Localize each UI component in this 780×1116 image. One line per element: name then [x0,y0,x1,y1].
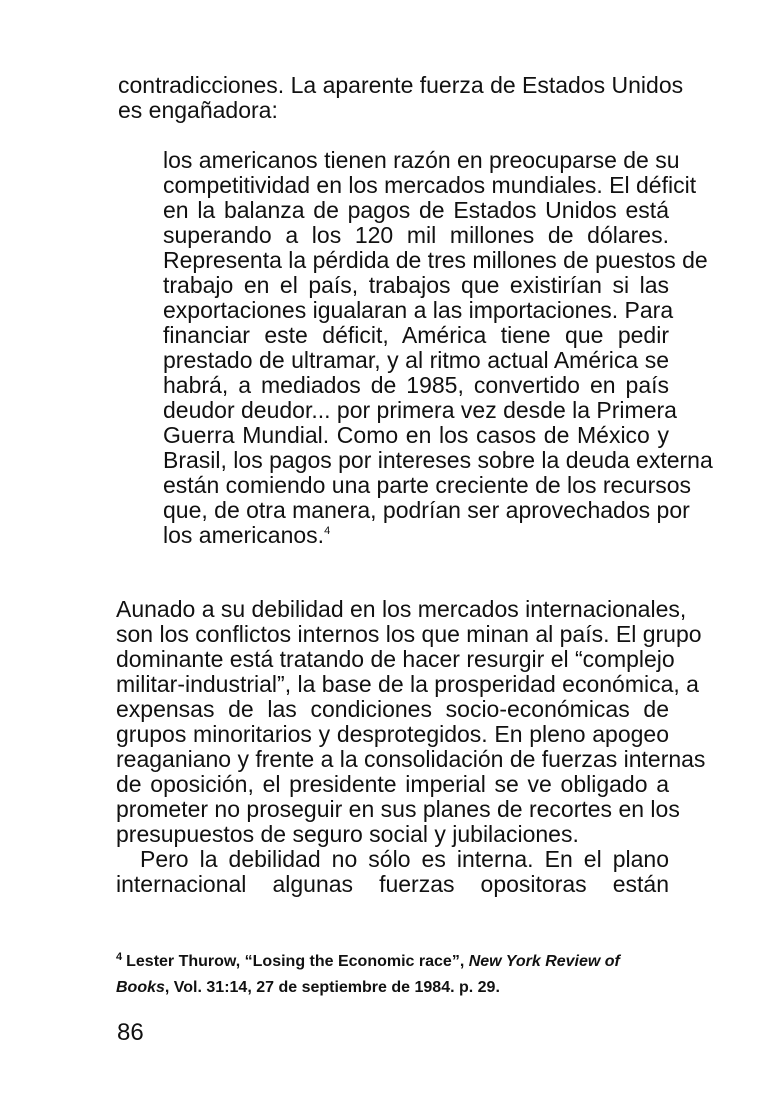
quote-line: deudor deudor... por primera vez desde la Primera [163,397,677,423]
quote-line: en la balanza de pagos de Estados Unidos está [163,197,669,223]
body-text [116,596,706,897]
paragraph-line: presupuestos de seguro social y jubilaciones. [116,821,579,847]
quote-line: están comiendo una parte creciente de los recursos [163,472,692,498]
paragraph-line: son los conflictos internos los que minan al país. El grupo [116,621,702,647]
paragraph-line: Aunado a su debilidad en los mercados internacionales, [116,596,687,622]
intro-line: contradicciones. La aparente fuerza de Estados Unidos [118,72,684,98]
intro-text [118,72,684,123]
quote-line: Guerra Mundial. Como en los casos de México y [163,422,669,448]
paragraph-line: grupos minoritarios y desprotegidos. En pleno apogeo [116,721,669,747]
footnote-journal: New York Review of [468,953,620,970]
paragraph-line: prometer no proseguir en sus planes de recortes en los [116,796,680,822]
quote-line: habrá, a mediados de 1985, convertido en país [163,372,669,398]
quote-line: que, de otra manera, podrían ser aprovechados por [163,497,690,523]
intro-line: es engañadora: [118,97,278,123]
paragraph-line: expensas de las condiciones socio-económicas de [116,696,669,722]
footnote-author: Lester Thurow, “Losing the Economic race”, [126,953,465,970]
paragraph-line: reaganiano y frente a la consolidación de fuerzas internas [116,746,706,772]
footnote [116,949,668,1001]
paragraph-line: militar-industrial”, la base de la prosperidad económica, a [116,671,699,697]
quote-line: los americanos tienen razón en preocuparse de su [163,147,680,173]
quote-line-text: los americanos. [163,522,325,548]
paragraph-line: de oposición, el presidente imperial se ve obligado a [116,771,669,797]
quote-line: Brasil, los pagos por intereses sobre la deuda externa [163,447,713,473]
block-quote [163,147,713,548]
quote-last-line [163,523,669,548]
quote-line: trabajo en el país, trabajos que existirían si las [163,272,669,298]
quote-line: exportaciones igualaran a las importaciones. Para [163,297,674,323]
page-number: 86 [117,1019,144,1046]
footnote-reference: 4 [324,525,331,537]
quote-line: prestado de ultramar, y al ritmo actual América se [163,347,669,373]
quote-line: Representa la pérdida de tres millones de puestos de [163,247,708,273]
paragraph-line: Pero la debilidad no sólo es interna. En el plano [140,846,669,872]
footnote-journal-cont: Books [116,979,165,996]
quote-line: financiar este déficit, América tiene que pedir [163,322,669,348]
paragraph-line: internacional algunas fuerzas opositoras están [116,871,669,897]
paragraph-line: dominante está tratando de hacer resurgir el “complejo [116,646,675,672]
footnote-details: , Vol. 31:14, 27 de septiembre de 1984. p. 29. [164,979,500,996]
quote-line: superando a los 120 mil millones de dólares. [163,222,669,248]
quote-line: competitividad en los mercados mundiales. El déficit [163,172,697,198]
footnote-number: 4 [116,951,123,963]
